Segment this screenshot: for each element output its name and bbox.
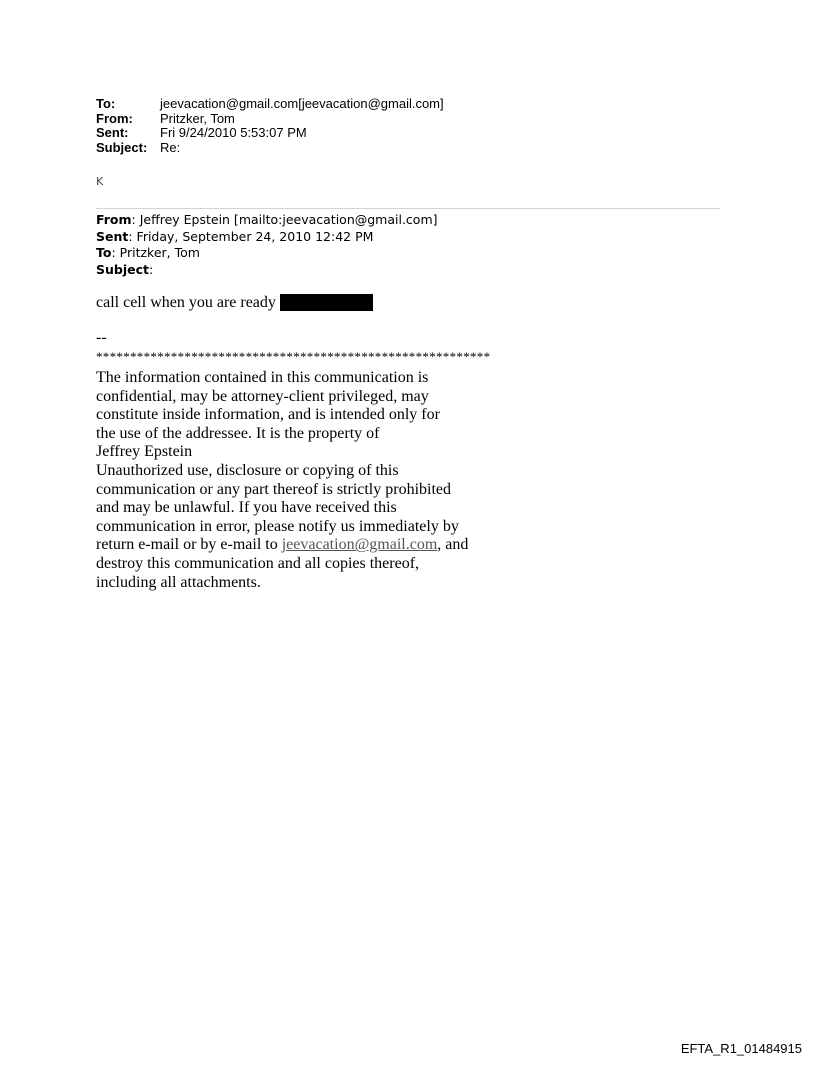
disclaimer-line: communication in error, please notify us immediately by	[96, 517, 459, 535]
disclaimer-line: the use of the addressee. It is the property of	[96, 424, 380, 442]
disclaimer-line: and may be unlawful. If you have received this	[96, 499, 397, 517]
quoted-from-value: : Jeffrey Epstein [mailto:jeevacation@gmail.com]	[131, 212, 438, 227]
quoted-message	[96, 293, 373, 312]
from-row	[96, 112, 444, 127]
quoted-to-value: : Pritzker, Tom	[111, 245, 200, 260]
disclaimer-line: Jeffrey Epstein	[96, 443, 193, 461]
disclaimer	[96, 369, 468, 592]
disclaimer-line: communication or any part thereof is strictly prohibited	[96, 480, 452, 498]
disclaimer-line: Unauthorized use, disclosure or copying of this	[96, 461, 399, 479]
signature-stars: **********************************************************	[96, 349, 491, 364]
sent-label: Sent:	[96, 125, 129, 141]
quoted-sent-row	[96, 229, 438, 246]
from-value: Pritzker, Tom	[160, 110, 235, 126]
email-header	[96, 97, 444, 155]
quoted-to-label: To	[96, 245, 112, 260]
quoted-divider	[96, 208, 720, 209]
disclaimer-line: destroy this communication and all copies thereof,	[96, 554, 420, 572]
subject-label: Subject:	[96, 139, 148, 155]
email-link[interactable]: jeevacation@gmail.com	[281, 536, 438, 554]
to-value: jeevacation@gmail.com[jeevacation@gmail.com]	[160, 96, 444, 111]
quoted-from-label: From	[96, 212, 132, 227]
quoted-sent-label: Sent	[96, 228, 129, 244]
document-id: EFTA_R1_01484915	[680, 1041, 802, 1056]
quoted-subject-row	[96, 262, 438, 279]
redaction-block	[280, 294, 373, 311]
disclaimer-line-suffix: , and	[437, 536, 469, 554]
quoted-sent-value: : Friday, September 24, 2010 12:42 PM	[128, 228, 374, 244]
to-row	[96, 97, 444, 112]
subject-row	[96, 141, 444, 156]
quoted-header	[96, 212, 438, 278]
disclaimer-line-prefix: return e-mail or by e-mail to	[96, 536, 282, 554]
subject-value: Re:	[160, 139, 181, 155]
quoted-subject-value: :	[149, 261, 154, 277]
reply-body: K	[96, 175, 104, 188]
quoted-from-row	[96, 212, 438, 229]
quoted-subject-label: Subject	[96, 261, 149, 277]
disclaimer-line-with-link	[96, 536, 468, 555]
disclaimer-line: including all attachments.	[96, 573, 261, 591]
to-label: To:	[96, 96, 116, 111]
sent-row	[96, 126, 444, 141]
quoted-to-row	[96, 245, 438, 262]
signature-dashes: --	[96, 329, 107, 346]
disclaimer-line: The information contained in this communication is	[96, 369, 429, 386]
disclaimer-line: constitute inside information, and is intended only for	[96, 406, 440, 424]
disclaimer-line: confidential, may be attorney-client privileged, may	[96, 387, 429, 405]
quoted-message-text: call cell when you are ready	[96, 294, 276, 311]
sent-value: Fri 9/24/2010 5:53:07 PM	[160, 125, 307, 141]
from-label: From:	[96, 110, 133, 126]
